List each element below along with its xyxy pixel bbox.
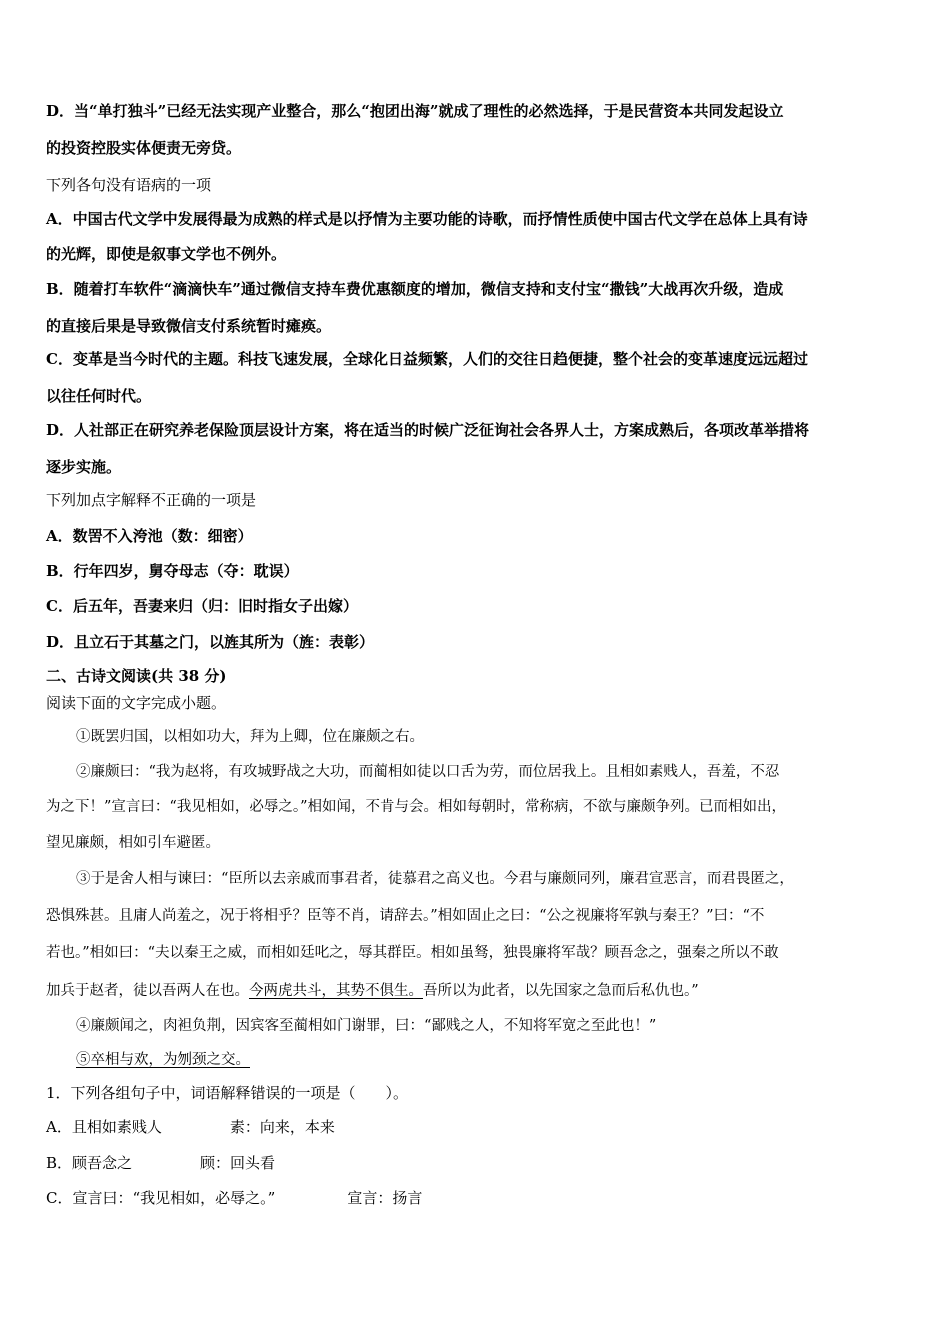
paragraph-3-line4-start: 加兵于赵者，徒以吾两人在也。 [46, 983, 249, 999]
grammar-question-stem: 下列各句没有语病的一项 [46, 176, 212, 194]
words-option-c: C．后五年，吾妻来归（归：旧时指女子出嫁） [46, 597, 358, 615]
option-b-sentence: B．顾吾念之 [46, 1154, 133, 1172]
passage-paragraph-1: ①既罢归国，以相如功大，拜为上卿，位在廉颇之右。 [76, 729, 424, 745]
question-1-option-b [46, 1153, 275, 1173]
option-c-explanation: 宣言：扬言 [347, 1189, 423, 1207]
section-title: 二、古诗文阅读(共 38 分) [46, 667, 227, 685]
question-1-option-c [46, 1188, 422, 1208]
passage-paragraph-2-line3: 望见廉颇，相如引车避匿。 [46, 835, 220, 851]
grammar-option-c-line2: 以往任何时代。 [46, 387, 152, 405]
option-a-explanation: 素：向来，本来 [229, 1118, 335, 1136]
question-1-stem: 1．下列各组句子中，词语解释错误的一项是（ ）。 [46, 1084, 409, 1102]
words-option-b: B．行年四岁，舅夺母志（夺：耽误） [46, 562, 299, 580]
grammar-option-c-line1: C．变革是当今时代的主题。科技飞速发展，全球化日益频繁，人们的交往日趋便捷，整个社会的变革速度远远超过 [46, 350, 808, 368]
passage-paragraph-3-line2: 恐惧殊甚。且庸人尚羞之，况于将相乎？臣等不肖，请辞去。”相如固止之曰：“公之视廉将军孰与秦王？”曰：“不 [46, 908, 765, 924]
option-b-explanation: 顾：回头看 [200, 1154, 276, 1172]
words-option-d: D．且立石于其墓之门，以旌其所为（旌：表彰） [46, 633, 375, 651]
passage-paragraph-2-line2: 为之下！”宣言曰：“我见相如，必辱之。”相如闻，不肯与会。相如每朝时，常称病，不欲与廉颇争列。已而相如出， [46, 799, 786, 815]
question-1-option-a [46, 1117, 335, 1137]
option-a-sentence: A．且相如素贱人 [46, 1118, 162, 1136]
option-c-sentence: C．宣言曰：“我见相如，必辱之。” [46, 1189, 276, 1207]
prev-option-d-line2: 的投资控股实体便责无旁贷。 [46, 139, 242, 157]
grammar-option-b-line2: 的直接后果是导致微信支付系统暂时瘫痪。 [46, 317, 332, 335]
grammar-option-d-line1: D．人社部正在研究养老保险顶层设计方案，将在适当的时候广泛征询社会各界人士，方案成熟后，各项改革举措将 [46, 421, 810, 439]
grammar-option-a-line2: 的光辉，即使是叙事文学也不例外。 [46, 245, 287, 263]
passage-paragraph-5: ⑤卒相与欢，为刎颈之交。 [76, 1052, 250, 1068]
passage-paragraph-3-line3: 若也。”相如曰：“夫以秦王之威，而相如廷叱之，辱其群臣。相如虽驽，独畏廉将军哉？顾吾念之，强秦之所以不敢 [46, 945, 779, 961]
grammar-option-d-line2: 逐步实施。 [46, 458, 122, 476]
section-instruction: 阅读下面的文字完成小题。 [46, 694, 227, 712]
prev-option-d-line1: D．当“单打独斗”已经无法实现产业整合，那么“抱团出海”就成了理性的必然选择，于是民营资本共同发起设立 [46, 102, 784, 120]
underlined-sentence: 今两虎共斗，其势不俱生。 [249, 983, 423, 999]
words-option-a: A．数罟不入洿池（数：细密） [46, 527, 253, 545]
grammar-option-a-line1: A．中国古代文学中发展得最为成熟的样式是以抒情为主要功能的诗歌，而抒情性质使中国古代文学在总体上具有诗 [46, 210, 808, 228]
passage-paragraph-4: ④廉颇闻之，肉袒负荆，因宾客至蔺相如门谢罪，曰：“鄙贱之人，不知将军宽之至此也！” [76, 1018, 657, 1034]
passage-paragraph-3-line1: ③于是舍人相与谏曰：“臣所以去亲戚而事君者，徒慕君之高义也。今君与廉颇同列，廉君宣恶言，而君畏匿之， [76, 871, 794, 887]
passage-paragraph-3-line4 [46, 981, 699, 1001]
words-question-stem: 下列加点字解释不正确的一项是 [46, 491, 257, 509]
passage-paragraph-2-line1: ②廉颇曰：“我为赵将，有攻城野战之大功，而蔺相如徒以口舌为劳，而位居我上。且相如素贱人，吾羞，不忍 [76, 764, 780, 780]
grammar-option-b-line1: B．随着打车软件“滴滴快车”通过微信支持车费优惠额度的增加，微信支持和支付宝“撒钱”大战再次升级，造成 [46, 280, 784, 298]
paragraph-3-line4-end: 吾所以为此者，以先国家之急而后私仇也。” [423, 983, 699, 999]
